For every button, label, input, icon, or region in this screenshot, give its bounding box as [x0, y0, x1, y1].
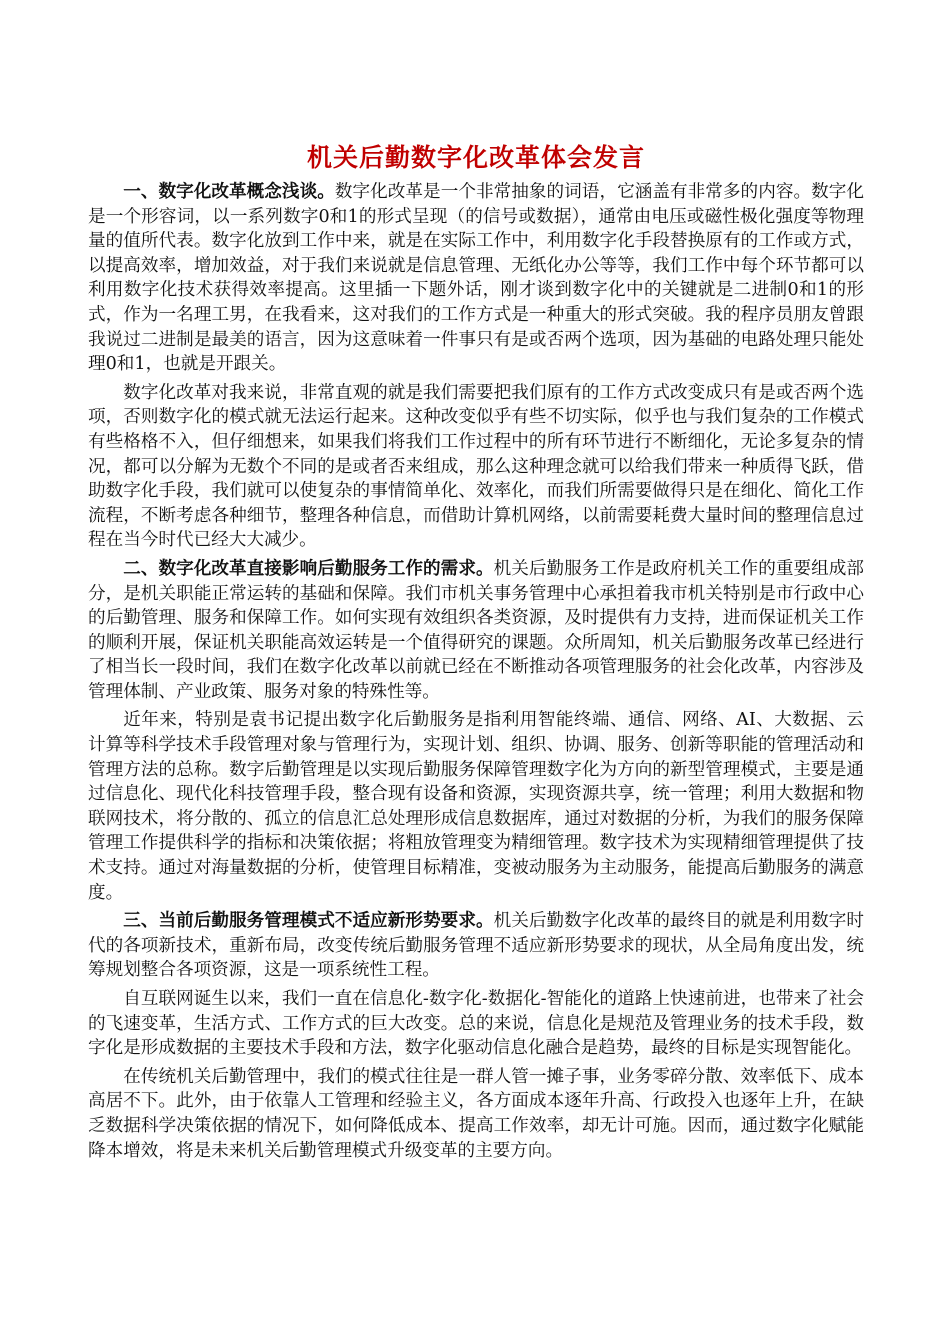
paragraph-text-2: 数字化改革对我来说，非常直观的就是我们需要把我们原有的工作方式改变成只有是或否两个选项，否则数字化的模式就无法运行起来。这种改变似乎有些不切实际，似乎也与我们复杂的工作模式有些格格不入，但仔细想来，如果我们将我们工作过程中的所有环节进行不断细化，无论多复杂的情况，都可以分解为无数个不同的是或者否来组成，那么这种理念就可以给我们带来一种质得飞跃，借助数字化手段，我们就可以使复杂的事情简单化、效率化，而我们所需要做得只是在细化、简化工作流程，不断考虑各种细节，整理各种信息，而借助计算机网络，以前需要耗费大量时间的整理信息过程在当今时代已经大大减少。	[88, 382, 864, 551]
paragraph-text-5: 机关后勤数字化改革的最终目的就是利用数字时代的各项新技术，重新布局，改变传统后勤服务管理不适应新形势要求的现状，从全局角度出发，统筹规划整合各项资源，这是一项系统性工程。	[88, 911, 864, 981]
paragraph-text-4: 近年来，特别是袁书记提出数字化后勤服务是指利用智能终端、通信、网络、AI、大数据、云计算等科学技术手段管理对象与管理行为，实现计划、组织、协调、服务、创新等职能的管理活动和管理方法的总称。数字后勤管理是以实现后勤服务保障管理数字化为方向的新型管理模式，主要是通过信息化、现代化科技管理手段，整合现有设备和资源，实现资源共享，统一管理；利用大数据和物联网技术，将分散的、孤立的信息汇总处理形成信息数据库，通过对数据的分析，为我们的服务保障管理工作提供科学的指标和决策依据；将粗放管理变为精细管理。数字技术为实现精细管理提供了技术支持。通过对海量数据的分析，使管理目标精准，变被动服务为主动服务，能提高后勤服务的满意度。	[88, 710, 864, 903]
paragraph-1	[88, 180, 864, 377]
paragraph-3	[88, 557, 864, 705]
section-heading-3: 三、当前后勤服务管理模式不适应新形势要求。	[123, 910, 494, 932]
paragraph-5	[88, 909, 864, 983]
section-heading-2: 二、数字化改革直接影响后勤服务工作的需求。	[123, 557, 494, 579]
paragraph-6	[88, 987, 864, 1061]
paragraph-2	[88, 381, 864, 553]
paragraph-text-6: 自互联网诞生以来，我们一直在信息化-数字化-数据化-智能化的道路上快速前进，也带来了社会的飞速变革，生活方式、工作方式的巨大改变。总的来说，信息化是规范及管理业务的技术手段，数字化是形成数据的主要技术手段和方法，数字化驱动信息化融合是趋势，最终的目标是实现智能化。	[88, 989, 864, 1059]
document-title: 机关后勤数字化改革体会发言	[306, 143, 645, 172]
paragraph-text-1: 数字化改革是一个非常抽象的词语，它涵盖有非常多的内容。数字化是一个形容词，以一系列数字0和1的形式呈现（的信号或数据），通常由电压或磁性极化强度等物理量的值所代表。数字化放到工作中来，就是在实际工作中，利用数字化手段替换原有的工作或方式，以提高效率，增加效益，对于我们来说就是信息管理、无纸化办公等等，我们工作中每个环节都可以利用数字化技术获得效率提高。这里插一下题外话，刚才谈到数字化中的关键就是二进制0和1的形式，作为一名理工男，在我看来，这对我们的工作方式是一种重大的形式突破。我的程序员朋友曾跟我说过二进制是最美的语言，因为这意味着一件事只有是或否两个选项，因为基础的电路处理只能处理0和1，也就是开跟关。	[88, 182, 864, 375]
paragraph-4	[88, 708, 864, 905]
paragraph-text-7: 在传统机关后勤管理中，我们的模式往往是一群人管一摊子事，业务零碎分散、效率低下、成本高居不下。此外，由于依靠人工管理和经验主义，各方面成本逐年升高、行政投入也逐年上升，在缺乏数据科学决策依据的情况下，如何降低成本、提高工作效率，却无计可施。因而，通过数字化赋能降本增效，将是未来机关后勤管理模式升级变革的主要方向。	[88, 1066, 864, 1161]
paragraph-text-3: 机关后勤服务工作是政府机关工作的重要组成部分，是机关职能正常运转的基础和保障。我们市机关事务管理中心承担着我市机关特别是市行政中心的后勤管理、服务和保障工作。如何实现有效组织各类资源，及时提供有力支持，进而保证机关工作的顺利开展，保证机关职能高效运转是一个值得研究的课题。众所周知，机关后勤服务改革已经进行了相当长一段时间，我们在数字化改革以前就已经在不断推动各项管理服务的社会化改革，内容涉及管理体制、产业政策、服务对象的特殊性等。	[88, 558, 864, 702]
paragraph-7	[88, 1065, 864, 1163]
document-page	[88, 140, 864, 1167]
section-heading-1: 一、数字化改革概念浅谈。	[123, 181, 335, 202]
